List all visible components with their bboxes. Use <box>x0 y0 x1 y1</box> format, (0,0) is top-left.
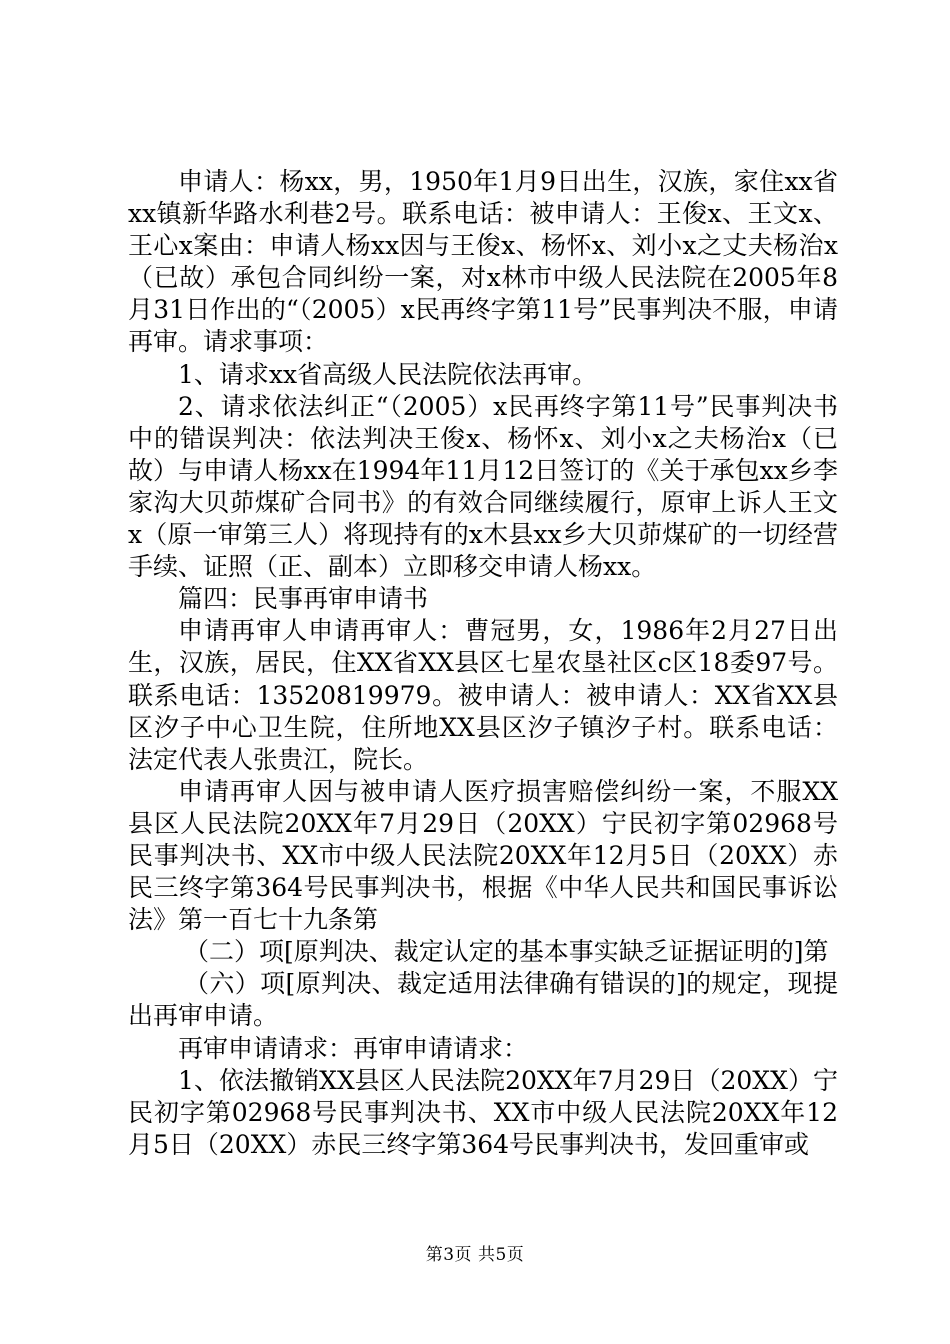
page-number-footer: 第3页 共5页 <box>425 1245 525 1265</box>
paragraph-retrial-request-1: 1、依法撤销XX县区人民法院20XX年7月29日（20XX）宁民初字第02968号民事判决书、XX市中级人民法院20XX年12月5日（20XX）赤民三终字第364号民事判决书，发回重审或 <box>128 1065 838 1159</box>
paragraph-request-2: 2、请求依法纠正“（2005）x民再终字第11号”民事判决书中的错误判决：依法判决王俊x、杨怀x、刘小x之夫杨治x（已故）与申请人杨xx在1994年11月12日签订的《关于承包xx乡李家沟大贝茆煤矿合同书》的有效合同继续履行，原审上诉人王文x（原一审第三人）将现持有的x木县xx乡大贝茆煤矿的一切经营手续、证照（正、副本）立即移交申请人杨xx。 <box>128 391 838 582</box>
paragraph-applicant-info: 申请人：杨xx，男，1950年1月9日出生，汉族，家住xx省xx镇新华路水利巷2号。联系电话：被申请人：王俊x、王文x、王心x案由：申请人杨xx因与王俊x、杨怀x、刘小x之丈夫杨治x（已故）承包合同纠纷一案，对x林市中级人民法院在2005年8月31日作出的“（2005）x民再终字第11号”民事判决不服，申请再审。请求事项： <box>128 167 838 357</box>
section-heading: 篇四：民事再审申请书 <box>178 584 429 614</box>
paragraph-clause-6: （六）项[原判决、裁定适用法律确有错误的]的规定，现提出再审申请。 <box>128 969 838 1031</box>
paragraph-request-1: 1、请求xx省高级人民法院依法再审。 <box>178 359 598 389</box>
document-body <box>128 166 838 1161</box>
paragraph-clause-2: （二）项[原判决、裁定认定的基本事实缺乏证据证明的]第 <box>184 937 829 967</box>
paragraph-retrial-reason: 申请再审人因与被申请人医疗损害赔偿纠纷一案，不服XX县区人民法院20XX年7月29日（20XX）宁民初字第02968号民事判决书、XX市中级人民法院20XX年12月5日（20XX）赤民三终字第364号民事判决书，根据《中华人民共和国民事诉讼法》第一百七十九条第 <box>128 776 838 935</box>
paragraph-retrial-request-heading: 再审申请请求：再审申请请求： <box>178 1033 529 1063</box>
paragraph-retrial-applicant: 申请再审人申请再审人：曹冠男，女，1986年2月27日出生，汉族，居民，住XX省XX县区七星农垦社区c区18委97号。联系电话：13520819979。被申请人：被申请人：XX省XX县区汐子中心卫生院，住所地XX县区汐子镇汐子村。联系电话：法定代表人张贵江，院长。 <box>128 616 838 774</box>
